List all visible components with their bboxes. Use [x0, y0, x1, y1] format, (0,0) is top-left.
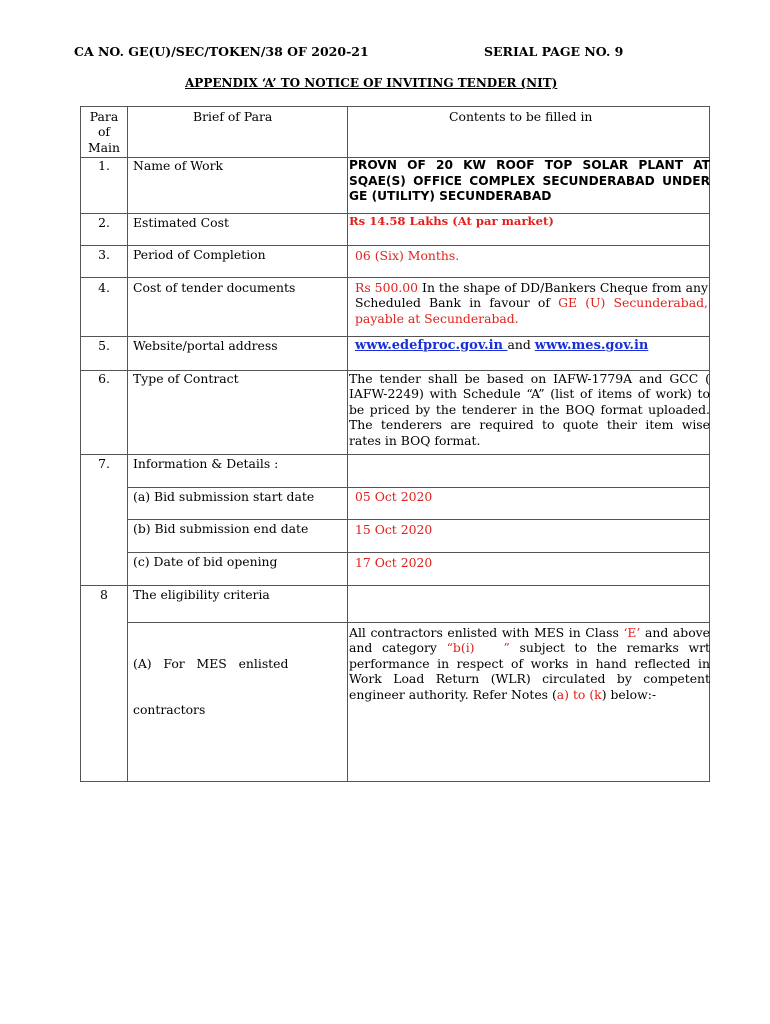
row-para-number: 7. — [98, 456, 110, 471]
row-divider — [81, 277, 709, 278]
row-para-number: 4. — [98, 280, 110, 295]
header-para-line: of — [97, 124, 111, 140]
row-brief: Period of Completion — [133, 247, 266, 262]
eligibility-criteria-text — [349, 625, 710, 702]
website-addresses — [355, 337, 648, 353]
edefproc-link[interactable]: www.edefproc.gov.in — [355, 338, 508, 353]
mes-link[interactable]: www.mes.gov.in — [534, 338, 649, 353]
row-divider — [81, 454, 709, 455]
criteria-text: and above and category — [349, 625, 710, 656]
appendix-title: APPENDIX ‘A’ TO NOTICE OF INVITING TENDER (NIT) — [185, 76, 558, 90]
period-of-completion: 06 (Six) Months. — [355, 248, 460, 263]
row-brief: Estimated Cost — [133, 215, 229, 230]
cost-amount: Rs 500.00 — [355, 280, 419, 295]
tender-document-cost — [355, 280, 708, 326]
row-divider — [127, 487, 709, 488]
header-contents: Contents to be filled in — [449, 109, 593, 124]
criteria-notes-range: a) to (k — [556, 686, 602, 702]
header-para — [81, 109, 127, 155]
cost-payee: GE (U) Secunderabad, payable at Secunderabad. — [355, 295, 708, 326]
contract-number: CA NO. GE(U)/SEC/TOKEN/38 OF 2020-21 — [74, 44, 369, 59]
link-join-text: and — [507, 337, 535, 352]
criteria-class: ‘E’ — [623, 625, 641, 640]
bid-end-date: 15 Oct 2020 — [355, 522, 433, 537]
estimated-cost: Rs 14.58 Lakhs (At par market) — [349, 214, 554, 228]
row-divider — [81, 585, 709, 586]
row-divider — [127, 622, 709, 623]
header-brief: Brief of Para — [193, 109, 273, 124]
bid-start-date: 05 Oct 2020 — [355, 489, 433, 504]
header-para-line: Para — [89, 109, 119, 124]
row-divider — [127, 519, 709, 520]
row-brief: Name of Work — [133, 158, 224, 173]
criteria-category: “b(i) ” — [446, 640, 510, 656]
row-divider — [81, 245, 709, 246]
row-para-number: 3. — [98, 247, 110, 262]
row-brief: Website/portal address — [133, 338, 278, 353]
criteria-text: subject to the remarks wrt performance in respect of works in hand reflected in Work Load Return (WLR) circulated by competent engineer authority. Refer Notes ( — [349, 640, 710, 702]
eligibility-category-line: contractors — [133, 702, 206, 718]
column-divider — [127, 107, 128, 781]
eligibility-category-line: (A) For MES enlisted — [133, 655, 289, 671]
row-para-number: 1. — [98, 158, 110, 173]
row-brief: (a) Bid submission start date — [133, 489, 315, 504]
row-para-number: 6. — [98, 371, 110, 386]
header-para-line: Main — [87, 139, 121, 155]
nit-appendix-table — [80, 106, 710, 782]
serial-page-number: SERIAL PAGE NO. 9 — [484, 44, 624, 59]
row-brief: The eligibility criteria — [133, 587, 270, 602]
name-of-work: PROVN OF 20 KW ROOF TOP SOLAR PLANT AT SQAE(S) OFFICE COMPLEX SECUNDERABAD UNDER GE (UTILITY) SECUNDERABAD — [349, 158, 710, 204]
row-para-number: 2. — [98, 215, 110, 230]
row-brief: Type of Contract — [133, 371, 239, 386]
bid-opening-date: 17 Oct 2020 — [355, 555, 433, 570]
row-para-number: 5. — [98, 338, 110, 353]
criteria-text: All contractors enlisted with MES in Class — [349, 625, 624, 640]
eligibility-category — [133, 625, 345, 748]
row-brief: Cost of tender documents — [133, 280, 296, 295]
row-brief: Information & Details : — [133, 456, 279, 471]
row-para-number: 8 — [100, 587, 108, 602]
row-brief: (b) Bid submission end date — [133, 521, 309, 536]
row-divider — [127, 552, 709, 553]
row-brief: (c) Date of bid opening — [133, 554, 278, 569]
cost-instructions: In the shape of DD/Bankers Cheque from any Scheduled Bank in favour of — [355, 280, 708, 311]
type-of-contract: The tender shall be based on IAFW-1779A and GCC ( IAFW-2249) with Schedule “A” (list of items of work) to be priced by the tenderer in the BOQ format uploaded. The tenderers are required to quote their item wise rates in BOQ format. — [349, 371, 710, 448]
criteria-text: ) below:- — [601, 686, 657, 702]
column-divider — [347, 107, 348, 781]
